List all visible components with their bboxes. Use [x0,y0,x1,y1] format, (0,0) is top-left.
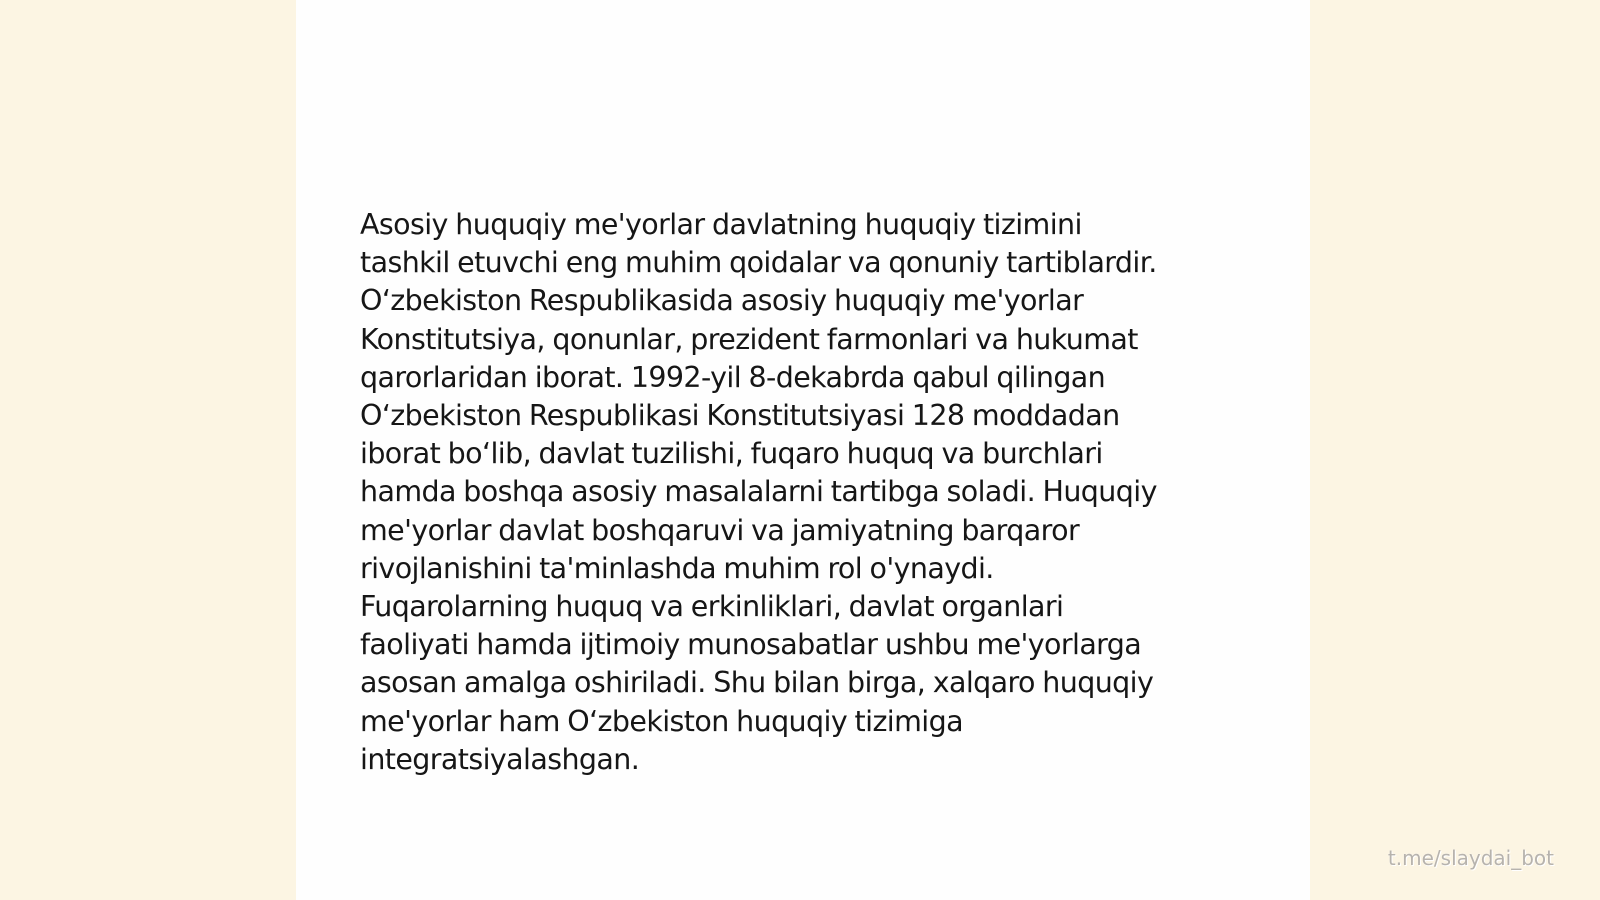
text-line: rivojlanishini ta'minlashda muhim rol o'ynaydi. [360,551,994,585]
text-line: qarorlaridan iborat. 1992-yil 8-dekabrda qabul qilingan [360,360,1106,394]
watermark-text: t.me/slaydai_bot [1387,846,1554,870]
text-line: integratsiyalashgan. [360,742,640,776]
text-line: iborat bo‘lib, davlat tuzilishi, fuqaro huquq va burchlari [360,437,1103,471]
text-line: hamda boshqa asosiy masalalarni tartibga soladi. Huquqiy [360,475,1157,509]
text-line: faoliyati hamda ijtimoiy munosabatlar ushbu me'yorlarga [360,628,1142,662]
text-line: me'yorlar ham O‘zbekiston huquqiy tizimiga [360,704,963,738]
text-line: Asosiy huquqiy me'yorlar davlatning huquqiy tizimini [360,208,1082,241]
text-line: O‘zbekiston Respublikasi Konstitutsiyasi 128 moddadan [360,399,1120,433]
text-line: O‘zbekiston Respublikasida asosiy huquqiy me'yorlar [360,284,1084,318]
slide-body-text [360,206,1260,779]
text-line: Fuqarolarning huquq va erkinliklari, davlat organlari [360,590,1064,624]
text-line: Konstitutsiya, qonunlar, prezident farmonlari va hukumat [360,322,1138,356]
text-line: tashkil etuvchi eng muhim qoidalar va qonuniy tartiblardir. [360,246,1157,280]
text-line: asosan amalga oshiriladi. Shu bilan birga, xalqaro huquqiy [360,666,1154,700]
left-background-panel [0,0,296,900]
right-background-panel [1310,0,1600,900]
text-line: me'yorlar davlat boshqaruvi va jamiyatning barqaror [360,513,1080,547]
